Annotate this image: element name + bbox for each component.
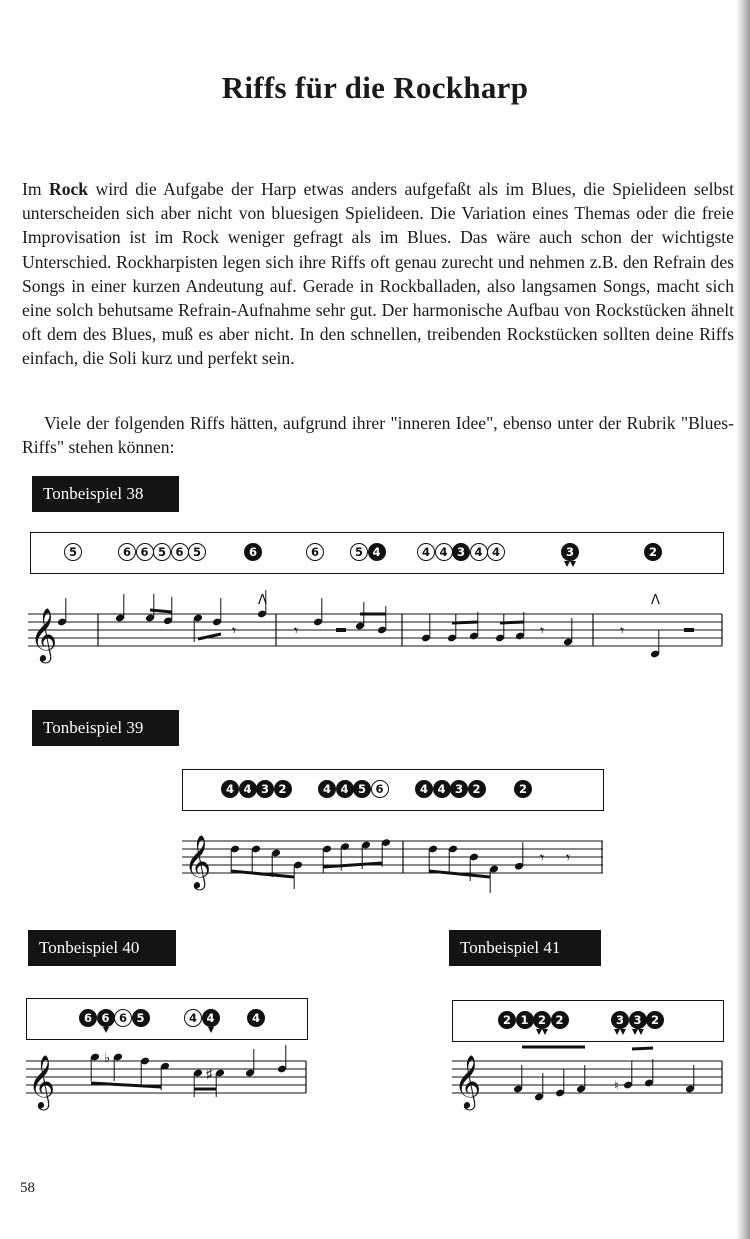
example-label-41: Tonbeispiel 41 <box>449 930 601 966</box>
second-paragraph: Viele der folgenden Riffs hätten, aufgrund ihrer "inneren Idee", ebenso unter der Rubrik "Blues-Riffs" stehen können: <box>22 413 734 458</box>
harp-hole-draw-circle: 4 <box>247 1009 265 1027</box>
eighth-rest-icon: 𝄾 <box>540 621 545 640</box>
note-beam <box>452 622 478 623</box>
note-beam <box>231 871 294 877</box>
example-label-39: Tonbeispiel 39 <box>32 710 179 746</box>
accidental-icon: ♭ <box>104 1050 111 1065</box>
harp-hole-blow-circle: 4 <box>487 543 505 561</box>
harp-hole-draw-circle: 5 <box>353 780 371 798</box>
harp-hole-blow-circle: 6 <box>114 1009 132 1027</box>
harp-hole-blow-circle: 5 <box>188 543 206 561</box>
harp-hole-blow-circle: 5 <box>153 543 171 561</box>
harp-hole-draw-circle: 6 <box>97 1009 115 1027</box>
note-beam <box>500 622 524 623</box>
harp-hole-draw-circle: 2 <box>274 780 292 798</box>
eighth-rest-icon: 𝄾 <box>232 621 237 640</box>
harp-hole-blow-circle: 5 <box>64 543 82 561</box>
note-beam <box>150 610 172 612</box>
accent-mark-icon: Λ <box>651 593 660 608</box>
harp-hole-draw-circle: 2 <box>468 780 486 798</box>
harp-hole-draw-circle: 4 <box>318 780 336 798</box>
page-title: Riffs für die Rockharp <box>221 70 529 105</box>
harp-hole-draw-circle: 4 <box>433 780 451 798</box>
harp-hole-draw-circle: 5 <box>132 1009 150 1027</box>
harp-hole-blow-circle: 6 <box>118 543 136 561</box>
bend-arrow-icon <box>570 561 576 567</box>
eighth-rest-icon: 𝄾 <box>540 848 545 867</box>
harp-hole-draw-circle: 2 <box>514 780 532 798</box>
tab-box-41 <box>452 1000 724 1042</box>
staff-38 <box>0 590 750 670</box>
intro-text-start: Im <box>22 179 49 199</box>
eighth-rest-icon: 𝄾 <box>620 621 625 640</box>
harp-hole-blow-circle: 6 <box>371 780 389 798</box>
bend-arrow-icon <box>103 1027 109 1033</box>
treble-clef-icon: 𝄞 <box>454 1054 482 1108</box>
harp-hole-blow-circle: 6 <box>306 543 324 561</box>
harp-hole-draw-circle: 2 <box>498 1011 516 1029</box>
harp-hole-draw-circle: 3 <box>611 1011 629 1029</box>
accent-mark-icon: Λ <box>258 593 267 608</box>
eighth-rest-icon: 𝄾 <box>294 621 299 640</box>
harp-hole-draw-circle: 2 <box>551 1011 569 1029</box>
harp-hole-draw-circle: 4 <box>202 1009 220 1027</box>
harp-hole-draw-circle: 6 <box>79 1009 97 1027</box>
harp-hole-draw-circle: 3 <box>256 780 274 798</box>
harp-hole-draw-circle: 4 <box>336 780 354 798</box>
bend-arrow-icon <box>638 1029 644 1035</box>
intro-bold-word: Rock <box>48 179 89 199</box>
harp-hole-blow-circle: 6 <box>136 543 154 561</box>
harp-hole-draw-circle: 4 <box>221 780 239 798</box>
tab-box-40 <box>26 998 308 1040</box>
harp-hole-draw-circle: 3 <box>561 543 579 561</box>
harp-hole-draw-circle: 6 <box>244 543 262 561</box>
harp-hole-draw-circle: 4 <box>239 780 257 798</box>
accidental-icon: ♯ <box>206 1066 213 1081</box>
bend-arrow-icon <box>542 1029 548 1035</box>
bend-arrow-icon <box>208 1027 214 1033</box>
harp-hole-draw-circle: 3 <box>629 1011 647 1029</box>
staff-39 <box>0 825 750 905</box>
half-rest <box>336 628 346 632</box>
harp-hole-draw-circle: 1 <box>516 1011 534 1029</box>
note-beam <box>323 863 382 867</box>
staff-41 <box>0 1045 750 1125</box>
harp-hole-blow-circle: 4 <box>435 543 453 561</box>
harp-hole-draw-circle: 3 <box>452 543 470 561</box>
harp-hole-blow-circle: 5 <box>350 543 368 561</box>
half-rest <box>684 628 694 632</box>
harp-hole-draw-circle: 3 <box>450 780 468 798</box>
note-beam <box>429 871 490 877</box>
treble-clef-icon: 𝄞 <box>184 834 212 888</box>
harp-hole-blow-circle: 6 <box>171 543 189 561</box>
harp-hole-draw-circle: 2 <box>646 1011 664 1029</box>
harp-hole-draw-circle: 4 <box>368 543 386 561</box>
eighth-rest-icon: 𝄾 <box>566 848 571 867</box>
intro-text-rest: wird die Aufgabe der Harp etwas anders aufgefaßt als im Blues, die Spielideen selbst unterscheiden sich aber nicht von bluesigen Spielideen. Die Variation eines Themas oder die freie Improvisation ist im Rock weniger gefragt als im Blues. Das wäre auch schon der wichtigste Unterschied. Rockharpisten legen sich ihre Riffs oft genau zurecht und nehmen z.B. den Refrain des Songs in einer kurzen Andeutung auf. Gerade in Rockballaden, also langsamen Songs, macht sich eine solch behutsame Refrain-Aufnahme sehr gut. Der harmonische Aufbau von Rockstücken ähnelt oft dem des Blues, muß es aber nicht. In den schnellen, treibenden Rockstücken sollten deine Riffs einfach, die Soli kurz und perfekt sein. <box>22 179 734 369</box>
harp-hole-draw-circle: 2 <box>644 543 662 561</box>
bend-arrow-icon <box>620 1029 626 1035</box>
treble-clef-icon: 𝄞 <box>28 1054 56 1108</box>
harp-hole-blow-circle: 4 <box>184 1009 202 1027</box>
accidental-icon: ♮ <box>614 1078 619 1093</box>
page-number: 58 <box>20 1180 35 1196</box>
intro-paragraph <box>22 177 734 371</box>
harp-hole-blow-circle: 4 <box>470 543 488 561</box>
treble-clef-icon: 𝄞 <box>30 607 58 661</box>
example-label-38: Tonbeispiel 38 <box>32 476 179 512</box>
harp-hole-blow-circle: 4 <box>417 543 435 561</box>
note-beam <box>632 1048 653 1049</box>
harp-hole-draw-circle: 4 <box>415 780 433 798</box>
example-label-40: Tonbeispiel 40 <box>28 930 176 966</box>
harp-hole-draw-circle: 2 <box>533 1011 551 1029</box>
